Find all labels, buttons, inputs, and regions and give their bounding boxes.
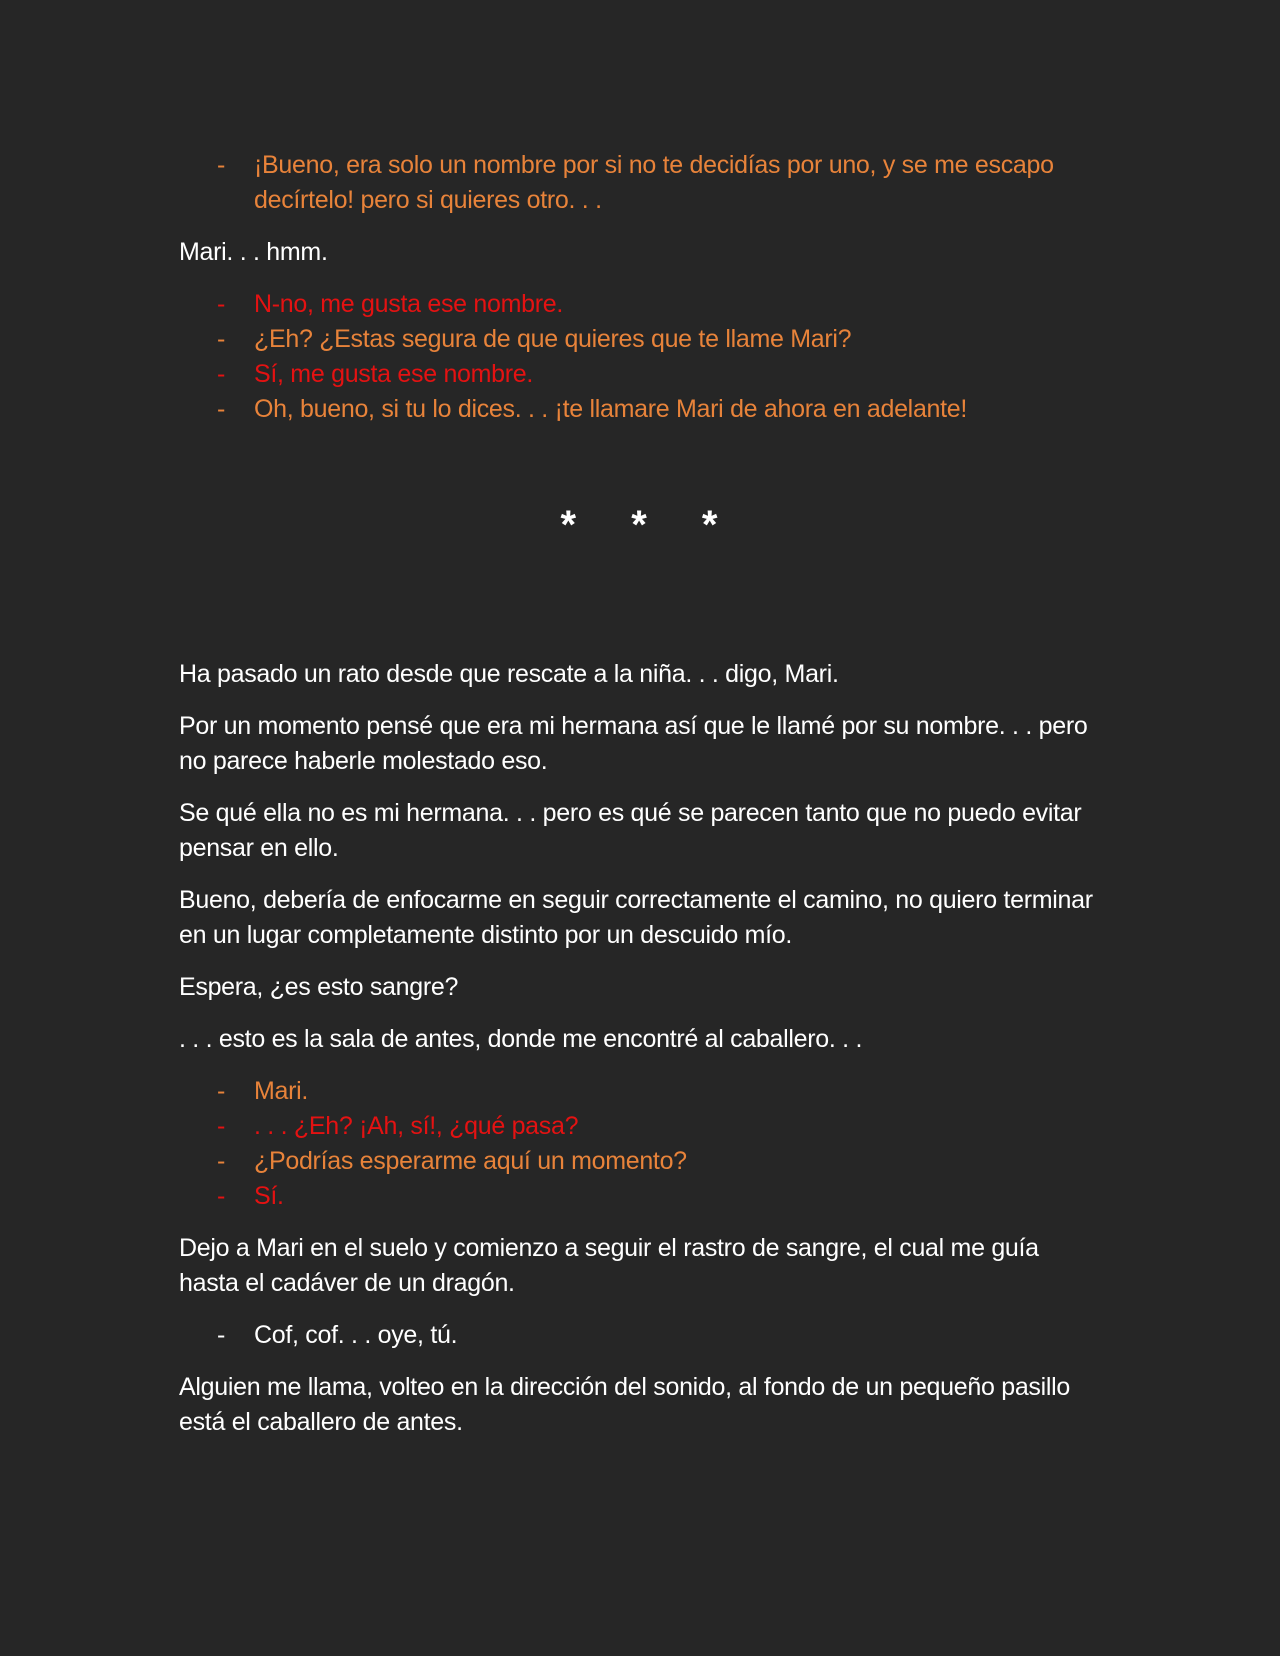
scene-separator: * * *	[560, 503, 740, 547]
dialogue-line	[179, 1318, 1099, 1353]
dialogue-text: Mari.	[254, 1077, 309, 1105]
dialogue-line	[179, 1179, 1099, 1214]
document-page	[179, 148, 1099, 1457]
dialogue-list	[179, 1318, 1099, 1353]
dash-marker: -	[217, 325, 226, 353]
dialogue-line	[179, 148, 1099, 218]
dialogue-line	[179, 1109, 1099, 1144]
dialogue-text: N-no, me gusta ese nombre.	[254, 290, 564, 318]
narration-paragraph: Espera, ¿es esto sangre?	[179, 973, 459, 1001]
narration-paragraph: Se qué ella no es mi hermana. . . pero es qué se parecen tanto que no puedo evitar pensar en ello.	[179, 799, 1082, 862]
dash-marker: -	[217, 1077, 226, 1105]
dialogue-text: Sí.	[254, 1182, 284, 1210]
dialogue-list	[179, 1074, 1099, 1214]
dash-marker: -	[217, 1147, 226, 1175]
dialogue-line	[179, 392, 1099, 427]
dialogue-list	[179, 148, 1099, 218]
dialogue-line	[179, 1074, 1099, 1109]
dialogue-line	[179, 357, 1099, 392]
dash-marker: -	[217, 1112, 226, 1140]
narration-paragraph: Alguien me llama, volteo en la dirección del sonido, al fondo de un pequeño pasillo está el caballero de antes.	[179, 1373, 1070, 1436]
dash-marker: -	[217, 1182, 226, 1210]
narration-paragraph: Por un momento pensé que era mi hermana así que le llamé por su nombre. . . pero no parece haberle molestado eso.	[179, 712, 1088, 775]
dialogue-line	[179, 1144, 1099, 1179]
dialogue-line	[179, 322, 1099, 357]
narration-paragraph: Bueno, debería de enfocarme en seguir correctamente el camino, no quiero terminar en un lugar completamente distinto por un descuido mío.	[179, 886, 1093, 949]
narration-paragraph: Dejo a Mari en el suelo y comienzo a seguir el rastro de sangre, el cual me guía hasta el cadáver de un dragón.	[179, 1234, 1039, 1297]
dialogue-text: ¡Bueno, era solo un nombre por si no te decidías por uno, y se me escapo decírtelo! pero si quieres otro. . .	[254, 151, 1054, 214]
narration-paragraph: Mari. . . hmm.	[179, 238, 328, 266]
dialogue-list	[179, 287, 1099, 427]
narration-paragraph: Ha pasado un rato desde que rescate a la niña. . . digo, Mari.	[179, 660, 839, 688]
dash-marker: -	[217, 151, 226, 179]
dialogue-line	[179, 287, 1099, 322]
dialogue-text: ¿Eh? ¿Estas segura de que quieres que te llame Mari?	[254, 325, 852, 353]
dialogue-text: ¿Podrías esperarme aquí un momento?	[254, 1147, 687, 1175]
dash-marker: -	[217, 395, 226, 423]
dash-marker: -	[217, 290, 226, 318]
narration-paragraph: . . . esto es la sala de antes, donde me encontré al caballero. . .	[179, 1025, 863, 1053]
dialogue-text: Oh, bueno, si tu lo dices. . . ¡te llamare Mari de ahora en adelante!	[254, 395, 968, 423]
dialogue-text: Cof, cof. . . oye, tú.	[254, 1321, 458, 1349]
dash-marker: -	[217, 360, 226, 388]
dash-marker: -	[217, 1321, 226, 1349]
dialogue-text: . . . ¿Eh? ¡Ah, sí!, ¿qué pasa?	[254, 1112, 579, 1140]
dialogue-text: Sí, me gusta ese nombre.	[254, 360, 534, 388]
